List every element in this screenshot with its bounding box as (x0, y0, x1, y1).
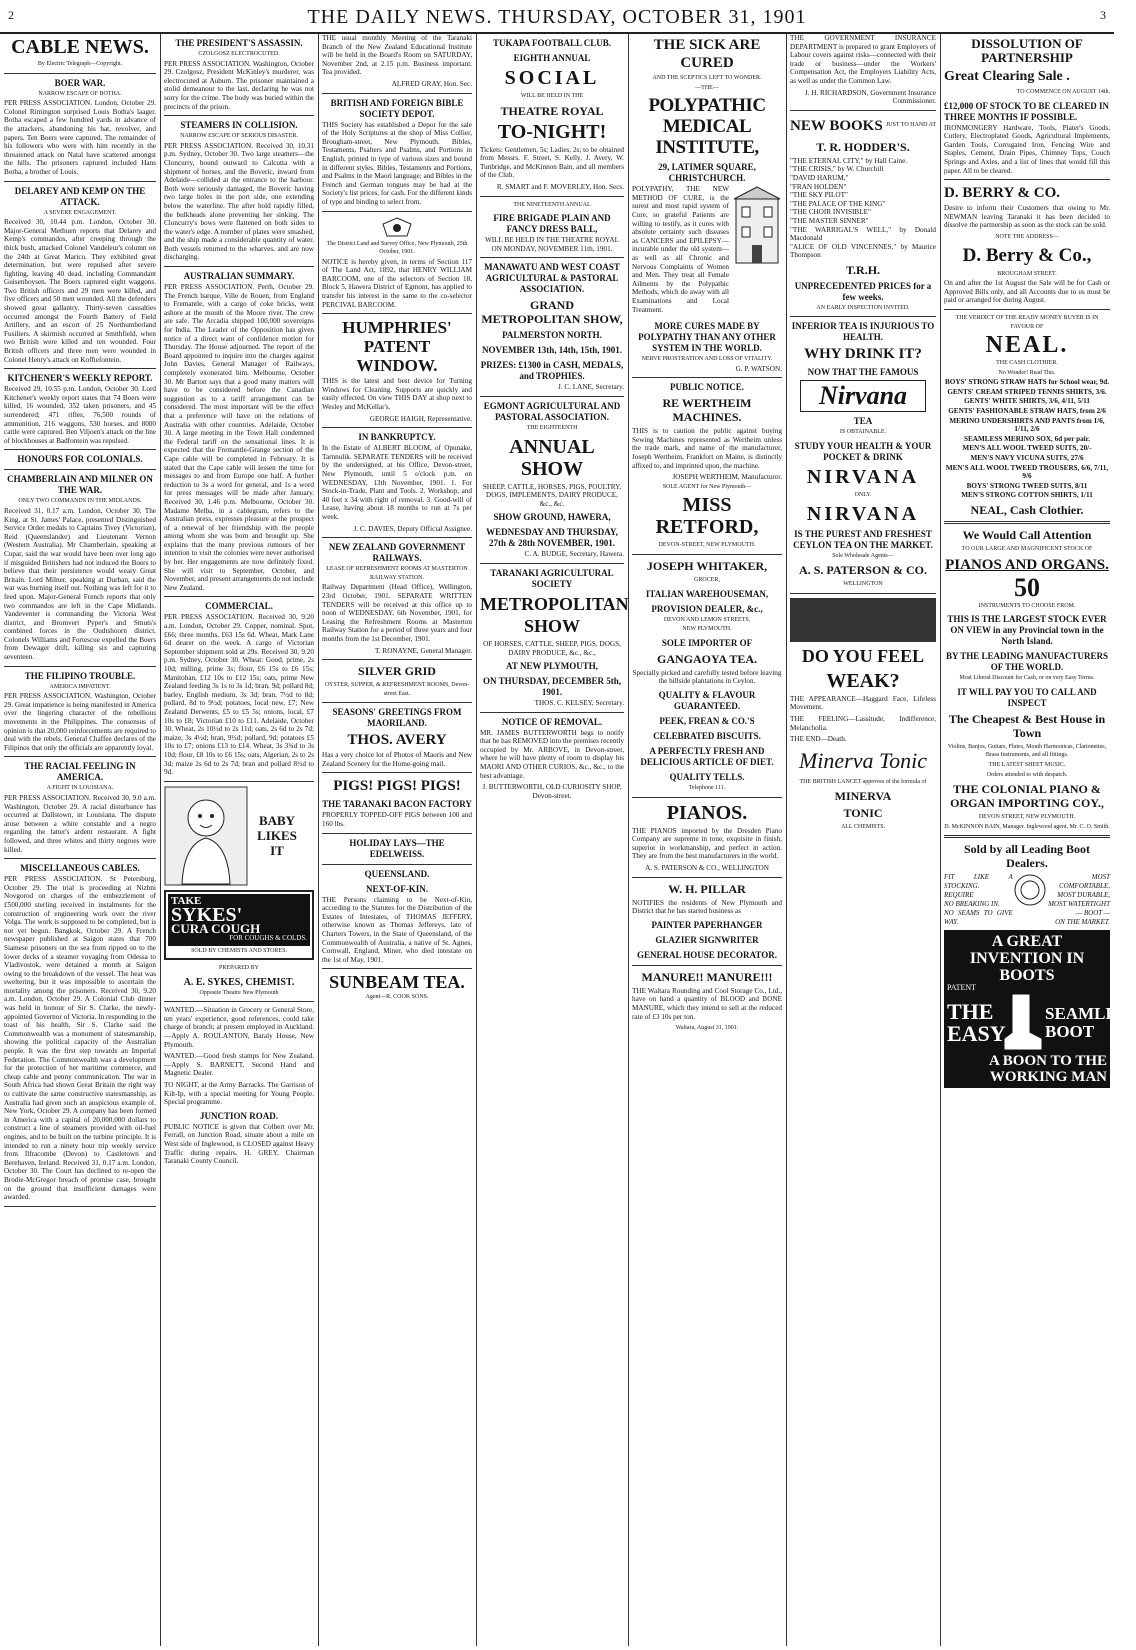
sykes-cura-cough: CURA COUGH (171, 921, 261, 937)
tonic-heading: TONIC (843, 806, 883, 821)
news-article-body: PER PRESS ASSOCIATION. Perth, October 29. The French barque, Ville de Rouen, from England to Fremantle, with a cargo of coke bricks, went ashore at the mouth of the Moore river. The crew are safe. The Arcadia shipped 100,000 sovereigns for India. The Leader of the Opposition has given notice of a direct want of confidence motion for Thursday. The House adjourned. The report of the Board appointed to inquire into the charges against John Davies, General Manager of Railways, completely exonerated him. Melbourne, October 30. Mr Barton says that a good many matters will have to be considered before the Canadian suggestion as to a tariff arrangement can be considered. The most important will be the effect that a preference will have on the relations of Australia with other countries. Adelaide, October 30. A large meeting in the Town Hall condemned the Federal tariff on the sensational lines. It is expected that the Fremantle-Grange section of the Cape cable will be completed in February. It is stated that the Cape cable will lessen the time for messages to and from Europe one half. A further reduction to 3s a word for general, and 1s a word for press messages will be made after January. Received 30, 1.46 p.m. Melbourne, October 30. Madame Melba, in a cablegram, refers to the Australian press, expresses pleasure at the prospect of a renewal of her friendship with the people among whom she was born and brought up. She explains that the many previous rumours of her intention to visit the colonies were never authorised by her. Her engagements are now definitely fixed. She will visit to September, October, and November, and present arrangements do not include New Zealand. (164, 283, 314, 592)
annual-show: ANNUAL SHOW (509, 435, 595, 480)
taranaki-society: TARANAKI AGRICULTURAL SOCIETY (490, 567, 614, 589)
largest-stock: THIS IS THE LARGEST STOCK EVER ON VIEW in any Provincial town in the North Island. (947, 614, 1107, 647)
cable-news-articles (4, 78, 156, 1207)
pianos-organs: PIANOS AND ORGANS. (945, 556, 1109, 573)
watson-signer: G. P. WATSON. (735, 364, 782, 373)
news-article-heading: AUSTRALIAN SUMMARY. (183, 271, 295, 282)
manawatu-signer: J. C. LANE, Secretary. (558, 383, 624, 392)
seasons-greetings: SEASONS' GREETINGS FROM MAORILAND. (332, 707, 462, 729)
boon-working-man: A BOON TO THE WORKING MAN (989, 1052, 1107, 1085)
price-item: GENTS' FASHIONABLE STRAW HATS, from 2/6 (948, 407, 1106, 416)
quality-tells: QUALITY TELLS. (669, 772, 745, 782)
govt-insurance-signer: J. H. RICHARDSON, Government Insurance Commissioner. (804, 88, 936, 106)
purest-tea: IS THE PUREST AND FRESHEST CEYLON TEA ON THE MARKET. (793, 528, 933, 550)
junction-road-heading: JUNCTION ROAD. (199, 1110, 278, 1121)
sceptics: AND THE SCEPTICS LEFT TO WONDER. (652, 75, 762, 81)
early-inspection: AN EARLY INSPECTION INVITED. (816, 304, 910, 311)
masthead (0, 0, 1114, 34)
nirvana-logo: Nirvana (800, 380, 926, 412)
boot-dealers: Sold by all Leading Boot Dealers. (963, 842, 1091, 871)
polypathic-body: POLYPATHY, THE NEW METHOD OF CURE, is the surest and most rapid system of Cure, so grateful Patients are willing to testify, as it cures with absolute certainty such diseases as CANCERS and EPILEPSY—incurable under the old system—as well as all Chronic and Nervous Complaints of Women and Men. They treat all Female Ailments by the Polypathic Methods, which do away with all Examinations and Local Treatment. (632, 185, 729, 314)
unprecedented-prices: UNPRECEDENTED PRICES for a few weeks. (794, 280, 932, 302)
price-item: MEN'S ALL WOOL TWEED TROUSERS, 6/6, 7/11, 9/6 (945, 463, 1109, 481)
sole-agent: SOLE AGENT for New Plymouth— (662, 483, 752, 490)
column-rule (160, 34, 161, 1646)
pillar-glazier: GLAZIER SIGNWRITER (655, 934, 759, 945)
obtainable: IS OBTAINABLE. (839, 429, 887, 436)
railways-subheading: LEASE OF REFRESHMENT ROOMS AT MASTERTON RAILWAY STATION. (326, 566, 468, 581)
railways-heading: NEW ZEALAND GOVERNMENT RAILWAYS. (328, 542, 466, 564)
news-article-heading: THE PRESIDENT'S ASSASSIN. (175, 38, 303, 48)
commence-date: TO COMMENCE ON AUGUST 14th. (1016, 89, 1110, 95)
whitaker-streets: DEVON AND LEMON STREETS, (663, 616, 751, 623)
bankruptcy-heading: IN BANKRUPTCY. (358, 432, 436, 443)
paterson-name: A. S. PATERSON & CO. (799, 563, 927, 578)
new-books-heading: NEW BOOKS (790, 117, 883, 134)
price-item: BOYS' STRONG TWEED SUITS, 8/11 (966, 481, 1088, 490)
price-item: MEN'S ALL WOOL TWEED SUITS, 20/- (962, 444, 1092, 453)
cable-news-subheader: By Electric Telegraph—Copyright. (37, 61, 123, 67)
colonial-address: DEVON STREET, NEW PLYMOUTH. (978, 814, 1076, 821)
most-watertight: MOST WATERTIGHT (1048, 900, 1110, 909)
violins: Violins, Banjos, Guitars, Flutes, Mouth Harmonicas, Clarionettes, Brass Instruments, and all fittings. (947, 743, 1107, 759)
no-seams: NO SEAMS TO GIVE WAY. (944, 909, 1013, 927)
cable-article-body: Received 31, 0.17 a.m. London, October 30. The King, at St. James' Palace, presented Distinguished Service Order medals to Captains Tivey (Victorian), Reid (Queenslander) and Lieutenant Vernon (Western Australia). Mr Chamberlain, speaking at Cupar, said the war would have been over long ago if misguided Britishers had not induced the Boers to believe that their persistence would weary Great Britain. Lord Milner, speaking at Durban, said the war was burning itself out. Nothing was left for it to feed upon. Major-General French reports that only two commandos are left in the Cape Midlands. Vandeventer is commanding the Victoria West district, and Bromvert Pyper's and Smuts's combined forces in the Oudtshoorn district. Colonels Williams and Fortescue expelled the Boers from Dewager drift, killing six and capturing seventeen. (4, 506, 156, 662)
cable-article-heading: KITCHENER'S WEEKLY REPORT. (7, 373, 153, 384)
cable-article-heading: THE RACIAL FEELING IN AMERICA. (24, 761, 136, 783)
news-article-heading: STEAMERS IN COLLISION. (180, 120, 298, 131)
next-of-kin-body: THE Persons claiming to be Next-of-Kin, according to the Statutes for the Distribution of the Estates of Intestates, of THOMAS JEFFERY, otherwise known as Thomas Jeffereys, late of Charters Towers, in the State of Queensland, of the Commonwealth of Australia, a native of St. Agnes, Cornwall, England, Miner, who died intestate on the 1st of May, 1901. (322, 895, 472, 964)
price-item: MEN'S STRONG COTTON SHIRTS, 1/11 (961, 491, 1093, 500)
manawatu-prizes: PRIZES: £1300 in CASH, MEDALS, and TROPHIES. (480, 360, 624, 382)
cable-article-heading: THE FILIPINO TROUBLE. (24, 670, 136, 681)
nirvana-heading-2: NIRVANA (806, 502, 920, 525)
on-market: ON THE MARKET. (1055, 918, 1110, 927)
wertheim-body: THIS is to caution the public against buying Sewing Machines represented as Wertheim unless the trade mark, and name of the manufacturer, Joseph Wertheim, Frankfort on Maine, is distinctly affixed to, and imprinted upon, the machine. (632, 427, 782, 470)
minerva-logo: Minerva Tonic (798, 747, 928, 773)
gangaoya-body: Specially picked and carefully tested before leaving the hillside plantations in Ceylon. (632, 668, 782, 686)
why-drink-it: WHY DRINK IT? (804, 346, 922, 363)
polypathic-heading: POLYPATHIC MEDICAL INSTITUTE, (648, 95, 766, 159)
book-list (790, 157, 936, 260)
sick-are-cured: THE SICK ARE CURED (653, 37, 761, 71)
retford-address: DEVON-STREET, NEW PLYMOUTH. (658, 542, 756, 549)
leading-manufacturers: BY THE LEADING MANUFACTURERS OF THE WORLD. (945, 651, 1109, 673)
egmont-signer: C. A. BUDGE, Secretary, Hawera. (524, 550, 624, 559)
peek-frean: PEEK, FREAN & CO.'S (659, 716, 755, 726)
stock-clearance: £12,000 OF STOCK TO BE CLEARED IN THREE MONTHS IF POSSIBLE. (944, 100, 1109, 122)
sykes-prepared: PREPARED BY (219, 965, 259, 972)
fire-brigade-intro: THE NINETEENTH ANNUAL (513, 201, 591, 208)
silver-grid-body: OYSTER, SUPPER, & REFRESHMENT ROOMS, Devon-street East. (324, 682, 470, 697)
silver-grid-heading: SILVER GRID (358, 664, 436, 679)
taranaki-date: ON THURSDAY, DECEMBER 5th, 1901. (483, 676, 621, 698)
column-four (480, 34, 629, 1646)
sunbeam-tea: SUNBEAM TEA. (329, 972, 465, 993)
coat-of-arms-icon (377, 216, 417, 238)
palmerston-north: PALMERSTON NORTH. (502, 330, 602, 341)
cable-article-subheading: A SEVERE ENGAGEMENT. (43, 209, 117, 216)
attention-heading: We Would Call Attention (962, 528, 1092, 542)
wanted-situation: WANTED.—Situation in Grocery or General Store, ten years' experience, good references, could take charge of branch; at present employed in Auckland.—Apply A. ROULANTON, Baraly House, New Plymouth. (164, 1006, 314, 1049)
great-invention: A GREAT INVENTION IN BOOTS (969, 933, 1085, 985)
bankruptcy-signer: J. C. DAVIES, Deputy Official Assignee. (353, 524, 472, 533)
book-title: "DAVID HARUM," (790, 173, 849, 182)
bible-society-heading: BRITISH AND FOREIGN BIBLE SOCIETY DEPOT. (330, 97, 464, 119)
most-comfortable: MOST COMFORTABLE, (1058, 873, 1110, 891)
cable-article-body: PER PRESS ASSOCIATION. London, October 29. Colonel Rimington surprised Louis Botha's laager. Botha escaped a few hundred yards in advance of the attackers, abandoning his hat, revolver, and papers. Ten Boers were captured. The remainder of his followers who were with him recently in the threatened attack on Natal have scattered amongst the hills. The prisoners captured included Hans Botha, a brother of Louis. (4, 99, 156, 176)
brougham-street: BROUGHAM STREET. (997, 270, 1057, 277)
manawatu-heading: MANAWATU AND WEST COAST AGRICULTURAL & PASTORAL ASSOCIATION. (484, 262, 620, 295)
british-lancet: THE BRITISH LANCET approves of the formula of (799, 778, 927, 785)
provision-dealer: PROVISION DEALER, &c., (651, 603, 763, 614)
cheapest-house: The Cheapest & Best House in Town (948, 711, 1106, 740)
whitaker-grocer: GROCER, (694, 577, 720, 584)
do-you-feel: DO YOU FEEL (801, 645, 925, 666)
pianos-heading: PIANOS. (666, 801, 748, 824)
gangaoya-tea: GANGAOYA TEA. (656, 651, 758, 666)
seamless-seal-icon (1013, 873, 1047, 907)
boot-icon (1001, 993, 1043, 1053)
tukapa-signers: R. SMART and F. MOVERLEY, Hon. Secs. (496, 182, 624, 191)
newspaper-title: THE DAILY NEWS. THURSDAY, OCTOBER 31, 1901 (307, 6, 807, 28)
more-cures: MORE CURES MADE BY POLYPATHY THAN ANY OTHER SYSTEM IN THE WORLD. (638, 321, 776, 354)
lands-office-date: The District Land and Survey Office, New Plymouth, 25th October, 1901. (326, 240, 468, 256)
wanted-stamps: WANTED.—Good fresh stamps for New Zealand.—Apply S. BARNETT, Second Hand and Magnetic Dealer. (164, 1052, 314, 1078)
baby-illustration-icon (164, 786, 248, 886)
institute-signer: ALFRED GRAY, Hon. Sec. (391, 79, 472, 88)
paterson-city: WELLINGTON (843, 581, 883, 588)
the-easy: THE EASY (947, 998, 1006, 1046)
army-barracks-notice: TO NIGHT, at the Army Barracks. The Garrison of Kilt-Ip, with a special meeting for Young People. Special programme. (164, 1081, 314, 1107)
cable-article-heading: BOER WAR. (54, 77, 106, 88)
book-title: "ALICE OF OLD VINCENNES," by Maurice Thompson (790, 242, 936, 260)
fire-brigade-body: WILL BE HELD IN THE THEATRE ROYAL ON MONDAY, NOVEMBER 11th, 1901. (484, 236, 619, 253)
pay-to-call: IT WILL PAY YOU TO CALL AND INSPECT (957, 686, 1097, 708)
verdict: THE VERDICT OF THE READY MONEY BUYER IS IN FAVOUR OF (955, 314, 1099, 330)
trh-monogram: T.R.H. (845, 262, 881, 277)
dissolution-heading: DISSOLUTION OF PARTNERSHIP (971, 36, 1083, 65)
hodder-name: T. R. HODDER'S. (816, 139, 910, 154)
fire-brigade-heading: FIRE BRIGADE PLAIN AND FANCY DRESS BALL, (493, 213, 611, 235)
all-chemists: ALL CHEMISTS. (840, 824, 886, 831)
neal-heading: NEAL. (985, 332, 1069, 359)
no-breaking: NO BREAKING IN. (944, 900, 1000, 909)
sykes-name: SYKES' (171, 904, 243, 927)
column-rule (786, 34, 787, 1646)
eighth-annual: EIGHTH ANNUAL (513, 53, 591, 63)
taranaki-items: OF HORSES, CATTLE, SHEEP, PIGS, DOGS, DAIRY PRODUCE, &c., &c., (483, 639, 621, 657)
just-to-hand: JUST TO HAND AT (885, 122, 936, 129)
miss-retford: MISS RETFORD, (655, 494, 759, 539)
column-cable-news (4, 34, 156, 1646)
page-number-right: 3 (1100, 8, 1106, 22)
book-title: "FRAN HOLDEN" (790, 182, 847, 191)
sykes-chemist: A. E. SYKES, CHEMIST. (183, 976, 295, 988)
quality-guaranteed: QUALITY & FLAVOUR GUARANTEED. (658, 690, 756, 711)
column-rule (318, 34, 319, 1646)
thos-avery-body: Has a very choice lot of Photos of Maoris and New Zealand Scenery for the Home-going mail. (322, 751, 472, 768)
inferior-tea: INFERIOR TEA IS INJURIOUS TO HEALTH. (791, 321, 935, 343)
whitaker-town: NEW PLYMOUTH. (682, 626, 732, 633)
berry-body: Desire to inform their Customers that owing to Mr. NEWMAN leaving Taranaki it has been decided to dissolve the partnership as soon as the stock can be sold. (944, 204, 1110, 230)
italian-warehouseman: ITALIAN WAREHOUSEMAN, (645, 588, 769, 599)
manawatu-dates: NOVEMBER 13th, 14th, 15th, 1901. (481, 345, 622, 356)
fifty-count: 50 (1014, 572, 1040, 602)
stock-body: IRONMONGERY Hardware, Tools, Plater's Goods, Cutlery, Electroplated Goods, Agricultural Implements, Garden Tools, Corrugated Iron, Fencing Wire and Staples, Cement, Drain Pipes, Chimney Tops, Couch Springs and Axles, and a list of lines that would fill this paper. All to be cleared. (944, 123, 1110, 175)
eighteenth: THE EIGHTEENTH (526, 424, 578, 431)
sole-wholesale: Sole Wholesale Agents— (832, 552, 894, 559)
cable-article-heading: HONOURS FOR COLONIALS. (17, 454, 143, 465)
sykes-take: TAKE (171, 894, 202, 907)
column-rule (476, 34, 477, 1646)
telephone: Telephone 111. (688, 785, 726, 791)
sunbeam-agent: Agent—R. COOK SONS. (365, 994, 429, 1001)
lands-office-body: NOTICE is hereby given, in terms of Section 117 of The Land Act, 1892, that HENRY WILLIAM BARCOOM, one of the selectors of Section 18, Block 5, Hawera District of Egmont, has applied to transfer his interest in the same to the co-selector PERCIVAL BARCOOM. (322, 257, 472, 309)
clearing-sale: Great Clearing Sale . (944, 69, 1070, 84)
institute-notice: THE usual monthly Meeting of the Taranaki Branch of the New Zealand Educational Institute will be held in the Board's Room on SATURDAY, November 2nd, at 2.15 p.m. Business important. Tea provided. (322, 34, 472, 77)
pillar-painter: PAINTER PAPERHANGER (651, 919, 763, 930)
celebrated-biscuits: CELEBRATED BISCUITS. (653, 731, 761, 741)
sykes-address: Opposite Theatre New Plymouth (199, 989, 279, 996)
boot-word: — BOOT — (1075, 909, 1110, 918)
cable-article-subheading: A FIGHT IN LOUISIANA. (46, 785, 114, 792)
egmont-heading: EGMONT AGRICULTURAL AND PASTORAL ASSOCIATION. (483, 400, 621, 422)
boot-features (944, 873, 1110, 927)
page-number-left: 2 (8, 8, 14, 22)
price-item: SEAMLESS MERINO SOX, 6d per pair. (963, 434, 1090, 443)
manure-body: THE Waltara Rounding and Cool Storage Co., Ltd., have on hand a quantity of BLOOD and BONE MANURE, which they intend to sell at the reduced rate of £3 10s per ton. (632, 986, 782, 1021)
to-our-stock: TO OUR LARGE AND MAGNIFICENT STOCK OF (961, 546, 1093, 552)
wertheim-signer: JOSEPH WERTHEIM, Manufacturer. (672, 473, 782, 482)
bible-society-body: THIS Society has established a Depot for the sale of the Holy Scriptures at the shop of Miss Collier, Brougham-street, New Plymouth. Bibles, Testaments, Psalters and Psalms, and Portions in English, printed in type of various sizes and bound in different styles. Bibles, Testaments and Portions, and Psalms in the Maori language; and Bibles in the French and German tongues may be had at the Society's list prices, for cash. For the different kinds of type and binding to select from. (322, 120, 472, 206)
on-and-after: On and after the 1st August the Sale will be for Cash or Approved Bills only, and all Accounts due to us must be paid or arranged for during August. (944, 279, 1110, 305)
railways-body: Railway Department (Head Office), Wellington, 23rd October, 1901. SEPARATE WRITTEN TENDERS will be received at this office up to noon of WEDNESDAY, 6th November, 1901, for Leasing the Refreshment Rooms at Masterton Railway Station for a period of three years and four months from the 1st December, 1901. (322, 583, 472, 643)
cable-news-header: CABLE NEWS. (11, 36, 149, 58)
berry-heading: D. BERRY & CO. (944, 185, 1061, 202)
seamless-boot: SEAMLESS BOOT (1045, 1003, 1136, 1041)
removal-body: MR. JAMES BUTTERWORTH begs to notify that he has REMOVED into the premises recently occupied by Mr. ARBOVE, in Devon-street, where he will have plenty of room to display his MAORI AND OTHER CURIOS, &c., &c., to the best advantage. (480, 728, 624, 780)
column-six (790, 34, 936, 1646)
column-five (632, 34, 782, 1646)
feeling-line: THE FEELING—Lassitude, Indifference, Melancholia. (790, 715, 936, 732)
book-title: "THE SKY PILOT" (790, 191, 848, 200)
news-article-subheading: CZOLGOSZ ELECTROCUTED. (198, 51, 280, 57)
cable-article-body: PER PRESS ASSOCIATION. Received 30, 9.0 a.m. Washington, October 29. A racial disturbance has occurred at Dallstown, in Louisiana. The dispute arose between a white constable and a negro regarding the latter's ardent restaurant. A fight followed, and three whites and thirty negroes were killed. (4, 794, 156, 854)
humphries-body: THIS is the latest and best device for Turning Windows for Cleaning. Supports are quickly and easily effected. On view THIS DAY at shop next to Wesley and McKellar's. (322, 377, 472, 412)
junction-road-notice: PUBLIC NOTICE is given that Colbert over Mr. Ferrall, on Junction Road, situate about a mile on West side of Inglewood, is CLOSED against Heavy Traffic during repairs. H. GREY, Chairman Taranaki County Council. (164, 1122, 314, 1166)
book-title: "THE CRISIS," by W. Churchill (790, 165, 884, 174)
cable-article-body: Received 30, 10.44 p.m. London, October 30. Major-General Methuen reports that Delarey and Kemp's commandos, after creeping through the thick bush, attacked Colonel Vandeleur's column on the 24th at Great Marico. They exhibited great determination, but were repulsed after severe fighting, leaving 40 dead, including Commandant Guisenhoysen. The Boers captured eight waggons. Two British officers and 29 men were killed, and five officers and 50 men wounded. All the defenders showed great gallantry. Thirty-seven casualties occurred amongst the Fourth Battery of Field Artillery, and an escort of 25 Northumberland Fusiliers. A skirmish occurred at Smithfield, when two British were killed and ten wounded. Four British officers and three men were wounded in Colonel Henry's attack on Koffiefontein. (4, 218, 156, 364)
neal-subtitle: THE CASH CLOTHIER. (996, 360, 1058, 367)
price-item: BOYS' STRONG STRAW HATS for School wear, 9d. (944, 378, 1110, 387)
nerve-prostration: NERVE PROSTRATION AND LOSS OF VITALITY. (641, 356, 773, 363)
decorative-banner-image (790, 598, 936, 642)
book-title: "THE ETERNAL CITY," by Hall Caine. (790, 156, 908, 165)
bankruptcy-body: In the Estate of ALBERT BLOOM, of Opunake, Tarnnulik. SEPARATE TENDERS will be received by the undersigned, at his Office, Devon-street, New Plymouth, until 5 o'clock p.m. on WEDNESDAY, 13th November, 1901. 1. For Stock-in-Trade, Plant and Tools. 2. Workshop, and 40 feet x 34 with right of removal. 3. Good-will of Lease, having about 18 months to run at 7s per week. (322, 444, 472, 521)
neal-price-list (944, 378, 1110, 500)
egmont-items: SHEEP, CATTLE, HORSES, PIGS, POULTRY, DOGS, IMPLEMENTS, DAIRY PRODUCE, &c., &c. (482, 482, 622, 508)
thos-avery-heading: THOS. AVERY (347, 732, 447, 749)
news-article-body: PER PRESS ASSOCIATION. Received 30, 10.31 p.m. Sydney, October 30. Two large steamers—the Cloncurry, bound outward to Calcutta with a shipment of horses, and the Boveric, inward from Adelaide—collided at the entrance to the harbour. Both were seriously damaged, the Boveric having two large holes in the port side, one extending below the waterline. The after hold rapidly filled, the bulkheads alone preventing her sinking. The Cloncurry's bows were flattened on both sides to the water's edge. A number of plates were smashed, and the ship made a considerable quantity of water. Both vessels returned to the wharves, and are now discharging. (164, 141, 314, 262)
neal-signer: NEAL, Cash Clothier. (970, 503, 1084, 517)
tukapa-heading: TUKAPA FOOTBALL CLUB. (492, 38, 612, 48)
column-two-articles (164, 38, 314, 782)
cable-article-subheading: AMERICA IMPATIENT. (49, 683, 111, 690)
price-item: MERINO UNDERSHIRTS AND PANTS from 1/6, 1/11, 2/6 (949, 416, 1105, 434)
cable-article-body: Received 29, 10.55 p.m. London, October 30. Lord Kitchener's weekly report states that 74 Boers were killed, 16 wounded, 352 taken prisoners, and 45 surrendered; 471 rifles, 76,500 rounds of ammunition, 216 waggons, 530 horses, and 8000 cattle were captured. Ben Viljoen's attack on the line of blockhouses at Badfontein was repulsed. (4, 385, 156, 445)
govt-insurance-body: THE GOVERNMENT INSURANCE DEPARTMENT is prepared to grant Employers of Labour covers against risks—connected with their trade or business—under the Workers' Compensation Act, the Employers Liability Acts, as well as under the Common Law. (790, 34, 936, 85)
theatre-royal: THEATRE ROYAL (500, 103, 604, 118)
bacon-factory-heading: THE TARANAKI BACON FACTORY (322, 799, 472, 810)
study-health: STUDY YOUR HEALTH & YOUR POCKET & DRINK (794, 441, 932, 463)
liberal-discount: Most Liberal Discount for Cash, or on very Easy Terms. (959, 675, 1095, 682)
cable-article-subheading: ONLY TWO COMMANDS IN THE MIDLANDS. (18, 498, 142, 505)
railways-signer: T. RONAYNE, General Manager. (374, 646, 472, 655)
instruments-to-choose: INSTRUMENTS TO CHOOSE FROM. (978, 602, 1076, 609)
column-two (164, 34, 314, 1646)
now-that: NOW THAT THE FAMOUS (807, 367, 919, 378)
sheet-music: THE LATEST SHEET MUSIC. (988, 761, 1066, 768)
polypathic-address: 29, LATIMER SQUARE, CHRISTCHURCH. (658, 162, 756, 184)
public-notice-heading: PUBLIC NOTICE. (669, 382, 744, 393)
pillar-decorator: GENERAL HOUSE DECORATOR. (637, 949, 777, 960)
colonial-piano: THE COLONIAL PIANO & ORGAN IMPORTING COY., (950, 782, 1104, 811)
baby-likes-it: BABY LIKES IT (257, 813, 297, 859)
column-seven (944, 34, 1136, 1646)
holiday-lays: HOLIDAY LAYS—THE EDELWEISS. (349, 837, 445, 859)
nirvana-tea: TEA (853, 416, 873, 427)
next-of-kin-heading: NEXT-OF-KIN. (366, 883, 428, 894)
cable-article-subheading: NARROW ESCAPE OF BOTHA. (38, 90, 122, 97)
appearance-line: THE APPEARANCE—Haggard Face, Lifeless Movement. (790, 694, 936, 712)
most-durable: MOST DURABLE, (1057, 891, 1110, 900)
social-heading: SOCIAL (504, 67, 600, 89)
humphries-heading: HUMPHRIES' PATENT WINDOW. (342, 318, 452, 376)
pillar-body: NOTIFIES the residents of New Plymouth and District that he has started business as (632, 898, 782, 916)
boot-ad-block (944, 930, 1136, 1088)
column-three (322, 34, 472, 1646)
news-article-body: PER PRESS ASSOCIATION. Washington, October 29. Czolgosz, President McKinley's murderer, was electrocuted at Auburn. The prisoner maintained a stolid demeanour to the last, declaring he was not sorry for the crime. The body was buried within the precincts of the prison. (164, 59, 314, 111)
require: REQUIRE (944, 891, 974, 900)
cable-article-heading: CHAMBERLAIN AND MILNER ON THE WAR. (7, 474, 153, 496)
orders-despatch: Orders attended to with despatch. (986, 771, 1068, 778)
no-wonder: No Wonder! Read This. (998, 369, 1056, 376)
pianos-signer: A. S. PATERSON & CO., WELLINGTON (645, 863, 769, 872)
price-item: MEN'S NAVY VICUNA SUITS, 27/6 (970, 454, 1084, 463)
minerva-heading: MINERVA (834, 789, 892, 804)
manure-heading: MANURE!! MANURE!!! (641, 969, 773, 984)
hawera-dates: WEDNESDAY AND THURSDAY, 27th & 28th NOVEMBER, 1901. (486, 527, 618, 549)
at-new-plymouth: AT NEW PLYMOUTH, (506, 661, 598, 672)
butterworth-signer: J. BUTTERWORTH, OLD CURIOSITY SHOP, Devon-street. (482, 783, 622, 800)
manure-signer: Waltara, August 31, 1901. (675, 1025, 739, 1032)
colonial-manager: D. McKINNON BAIN, Manager. Inglewood agent, Mr. C. O. Smith. (944, 823, 1110, 830)
book-title: "THE CHOIR INVISIBLE" (790, 208, 871, 217)
humphries-signer: GEORGE HAIGH, Representative. (369, 414, 472, 423)
price-item: GENTS' CREAM STRIPED TENNIS SHIRTS, 3/6. (947, 387, 1107, 396)
end-line: THE END—Death. (790, 735, 847, 744)
will-be-held: WILL BE HELD IN THE (520, 93, 584, 99)
news-article-heading: COMMERCIAL. (205, 601, 273, 612)
pillar-heading: W. H. PILLAR (668, 881, 746, 896)
sole-importer: SOLE IMPORTER OF (661, 637, 753, 648)
berry-logo: D. Berry & Co., (962, 244, 1092, 266)
cable-article-body: PER PRESS ASSOCIATION. St Petersburg, October 29. The trial is proceeding at Nizhni Novgorod on charges of the embezzlement of £500,000 sterling received in instalments for the construction of engineering work over the river Volga. The work is supposed to be completed, but is not yet begun. Bangkok, October 29. A French newspaper published at Saigon states that 700 Siamese prisoners on the sea from ripped on to the lower decks of a steamer voyaging from Odessa to Vladivostok, were detained a month at Saigon owing to the breakdown of the vessel. The heat was sweltering, but it was impossible to ascertain the mortality among the prisoners. Received 30, 9.20 a.m. London, October 29. A Colonial Club dinner was held in honour of Sir S. Clarke, the newly-appointed Governor of Victoria. In responding to the toast of his health, Sir S. Clarke said the Commonwealth was a monument of statesmanship, showing the political capacity of the Australian people. It was the first step towards an Imperial Federation. The Commonwealth was a development for the protection of her maritime commerce, and cheap cable and penny communication. The war in South Africa had shown Great Britain the right way to cultivate the same constructive statesmanship, as Australia had given such an auspicious example of. New York, October 29. A company has been formed in America with a capital of 20,000,000 dollars to construct a line of steamers provided with oil-fuel engines, and to be built on the turbine principle. It is intended to run a ninety hour trip weekly service from Ilfracombe (Devon) to Castletown and Berehaven, Ireland. Received 31, 0.17 a.m. London, October 30. The Court has declined to re-open the Brodie-McGregor breach of promise case, brought on the ground that insufficient damages were awarded. (4, 875, 156, 1202)
cable-article-heading: DELAREY AND KEMP ON THE ATTACK. (14, 185, 146, 207)
cable-article-body: PER PRESS ASSOCIATION. Washington, October 29. Great impatience is being manifested in America over the lingering character of the rebellious movements in the Philippines. The consensus of opinion is that 20,000 reinforcements are required to deal with the rebels. General Chaffee declares of the Filipinos that only the officials are apparently loyal. (4, 692, 156, 752)
book-title: "THE PALACE OF THE KING" (790, 199, 886, 208)
sykes-for-coughs: FOR COUGHS & COLDS. (229, 933, 307, 942)
bacon-factory-body: PROPERLY TOPPED-OFF PIGS between 100 and 160 lbs. (322, 811, 472, 829)
column-rule (628, 34, 629, 1646)
institute-building-icon (732, 185, 782, 265)
whitaker-heading: JOSEPH WHITAKER, (646, 559, 768, 574)
note-address: NOTE THE ADDRESS— (995, 233, 1059, 240)
baby-ad (164, 786, 314, 886)
price-item: GENTS' WHITE SHIRTS, 3/6, 4/11, 5/11 (964, 397, 1090, 406)
news-article-subheading: NARROW ESCAPE OF SERIOUS DISASTER. (180, 133, 298, 140)
book-title: "THE WARRIGAL'S WELL," by Donald Macdonald (790, 225, 936, 243)
column-rule (940, 34, 941, 1646)
queensland-heading: QUEENSLAND. (364, 868, 430, 879)
metropolitan-show: METROPOLITAN SHOW (480, 593, 629, 636)
wertheim-heading: RE WERTHEIM MACHINES. (662, 396, 752, 425)
pianos-body: THE PIANOS imported by the Dresden Piano Company are supreme in tone, exquisite in finish, superior in workmanship, and perfect in action. They are from the best manufacturers in the world. (632, 826, 782, 861)
hawera-show-ground: SHOW GROUND, HAWERA, (493, 512, 611, 523)
perfectly-fresh: A PERFECTLY FRESH AND DELICIOUS ARTICLE OF DIET. (640, 746, 774, 767)
tukapa-body: Tickets: Gentlemen, 5s; Ladies, 2s; to be obtained from Messrs. F. Street, S. Kelly, J. Avery, W. Tunbridge, and McKinnon Bain, and all members of the Club. (480, 145, 624, 180)
nirvana-only: ONLY. (854, 492, 872, 499)
tonight-heading: TO-NIGHT! (497, 120, 607, 143)
book-title: "THE MASTER SINNER" (790, 216, 869, 225)
weak-heading: WEAK? (826, 669, 900, 692)
cable-article-heading: MISCELLANEOUS CABLES. (20, 863, 140, 874)
the-divider: —THE— (695, 84, 719, 91)
news-article-body: PER PRESS ASSOCIATION. Received 30, 9.20 a.m. London, October 29. Copper, nominal. Spot, £66; three months, £63 15s 6d. Wheat, Mark Lane 6d dearer on the week. A cargo of Victorian September shipment sold at 29s. Received 30, 9.20 p.m. Sydney, October 30. Wheat: Good, prime, 2s 10d; milling, prime 3s; flour, £6 15s to £6 15s; Manitoban, £12 10s to £12 15s; oats, prime New Zealand feeding 3s 1s to 3s 1d; bran, 9d; pollard 8d; barley, English medium, 3s 3d; bran, 7½d to 8d; pollard, 8d to 9½d; potatoes, local new, £7; New Zealand Derwents, £5 to £5 5s; onions, local, £7 10s to £8; Victorian £10 to £11. Adelaide, October 30. Wheat, 2s 10½d to 2s 11d; oats, 2s 6d to 2s 7d; maize, 3s 4½d; bran, 9½d; pollard, 9d; potatoes £5 10s to £7; onions £13 to £14. Wheat, 3s 3¾d to 3s 10d; flour, £8 10s to £6 15s; oats, Algerian, 2s to 2s 3d; maize 2s 6d to 2s 7d; bran and pollard 8½d to 9d. (164, 613, 314, 777)
grand-metropolitan-show: GRAND METROPOLITAN SHOW, (481, 298, 623, 327)
patent-label: PATENT (947, 983, 977, 993)
notice-of-removal: NOTICE OF REMOVAL. (501, 716, 603, 727)
sykes-cura-cough-ad (164, 890, 314, 960)
sykes-sold-by: SOLD BY CHEMISTS AND STORES. (191, 947, 287, 954)
nirvana-heading-1: NIRVANA (806, 466, 920, 489)
fit-like-stocking: FIT LIKE A STOCKING. (944, 873, 1013, 891)
taranaki-signer: THOS. C. KELSEY, Secretary. (534, 699, 624, 708)
pigs-heading: PIGS! PIGS! PIGS! (333, 778, 461, 795)
